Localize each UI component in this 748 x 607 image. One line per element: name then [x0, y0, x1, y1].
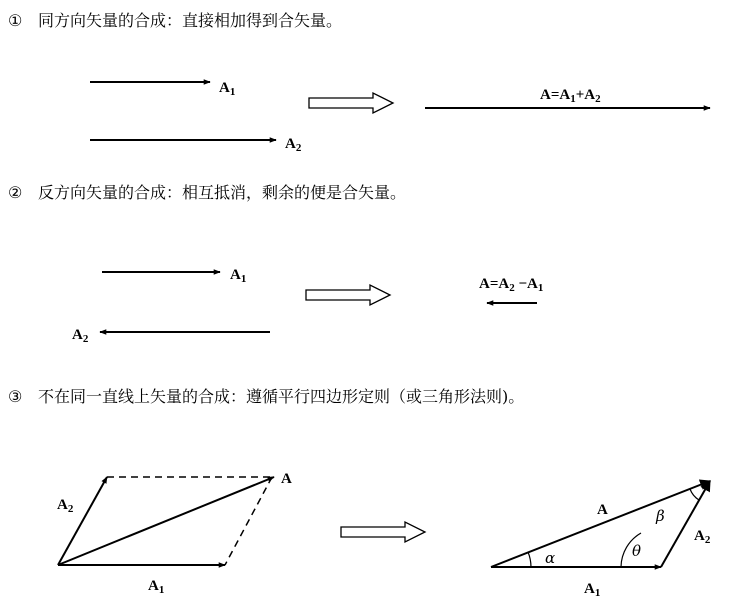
vector-a2 — [58, 477, 107, 565]
angle-alpha-arc — [528, 552, 531, 567]
label-theta: θ — [632, 542, 642, 560]
label-a1: $A_1$ — [148, 578, 165, 596]
label-a1: $A_1$ — [584, 581, 601, 599]
label-a2: $A_2$ — [72, 327, 89, 345]
section-same-direction — [90, 80, 710, 154]
heading-text: 反方向矢量的合成：相互抵消，剩余的便是合矢量。 — [38, 183, 407, 202]
heading-text: 不在同一直线上矢量的合成：遵循平行四边形定则（或三角形法则)。 — [38, 387, 525, 406]
label-sum: $A=A_1+A_2$ — [540, 87, 601, 105]
heading-number: ③ — [8, 387, 23, 406]
label-a: A — [597, 502, 608, 518]
label-a: A — [281, 471, 292, 487]
label-a2: $A_2$ — [694, 528, 711, 546]
heading-number: ① — [8, 11, 23, 30]
section-opposite-direction — [72, 267, 543, 345]
vector-resultant — [491, 481, 710, 567]
vector-a2 — [661, 481, 710, 567]
transition-arrow-icon — [309, 93, 393, 113]
vector-resultant — [58, 477, 274, 565]
section-triangle — [491, 481, 711, 599]
label-alpha: α — [545, 549, 556, 567]
transition-arrow-icon — [306, 285, 390, 305]
label-a1: $A_1$ — [219, 80, 236, 98]
label-a2: $A_2$ — [57, 497, 74, 515]
label-beta: β — [656, 507, 665, 525]
heading-number: ② — [8, 183, 23, 202]
label-a2: $A_2$ — [285, 136, 302, 154]
label-a1: $A_1$ — [230, 267, 247, 285]
transition-arrow-icon — [341, 522, 425, 542]
heading-text: 同方向矢量的合成：直接相加得到合矢量。 — [38, 11, 343, 30]
angle-beta-arc — [690, 489, 699, 500]
section-parallelogram — [57, 471, 292, 596]
dashed-side-right — [225, 477, 272, 565]
label-difference: $A=A_2 -A_1$ — [479, 276, 544, 294]
